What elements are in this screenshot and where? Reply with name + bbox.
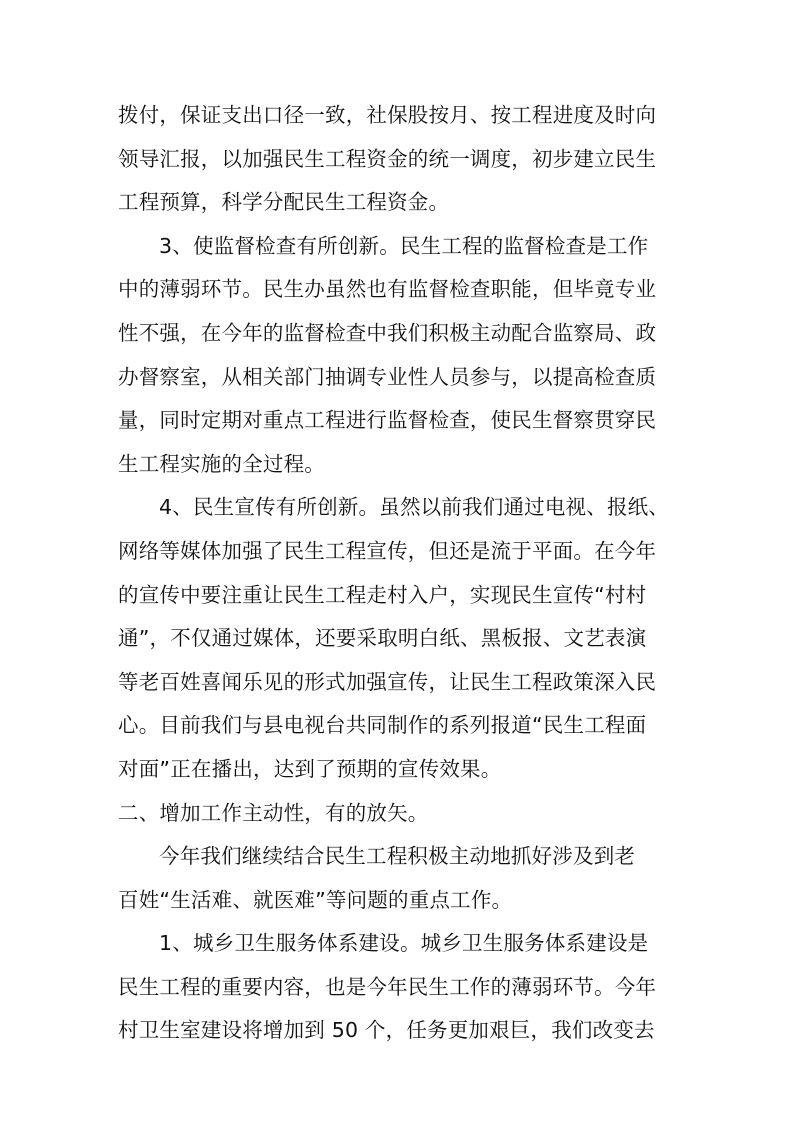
text-line: 心。目前我们与县电视台共同制作的系列报道“民生工程面 [118, 713, 647, 738]
text-line: 百姓“生活难、就医难”等问题的重点工作。 [118, 887, 513, 912]
text-line: 领导汇报，以加强民生工程资金的统一调度，初步建立民生 [118, 146, 657, 171]
text-line: 拨付，保证支出口径一致，社保股按月、按工程进度及时向 [118, 103, 657, 127]
text-line: 网络等媒体加强了民生工程宣传，但还是流于平面。在今年 [118, 538, 657, 563]
text-line: 生工程实施的全过程。 [118, 451, 325, 476]
text-line: 村卫生室建设将增加到 50 个，任务更加艰巨，我们改变去 [118, 1018, 655, 1043]
body-text [118, 94, 688, 1053]
text-line: 通”，不仅通过媒体，还要采取明白纸、黑板报、文艺表演 [118, 626, 647, 651]
text-line: 工程预算，科学分配民生工程资金。 [118, 190, 450, 215]
text-line: 的宣传中要注重让民生工程走村入户，实现民生宣传“村村 [118, 582, 647, 607]
text-line: 二、增加工作主动性，有的放矢。 [118, 800, 429, 825]
text-line: 等老百姓喜闻乐见的形式加强宣传，让民生工程政策深入民 [118, 669, 657, 694]
text-line: 民生工程的重要内容，也是今年民生工作的薄弱环节。今年 [118, 974, 657, 999]
text-line: 中的薄弱环节。民生办虽然也有监督检查职能，但毕竟专业 [118, 277, 657, 302]
text-line: 1、城乡卫生服务体系建设。城乡卫生服务体系建设是 [159, 931, 649, 956]
text-line: 3、使监督检查有所创新。民生工程的监督检查是工作 [159, 233, 649, 258]
text-line: 量，同时定期对重点工程进行监督检查，使民生督察贯穿民 [118, 408, 657, 433]
text-line: 今年我们继续结合民生工程积极主动地抓好涉及到老 [159, 844, 636, 869]
text-line: 对面”正在播出，达到了预期的宣传效果。 [118, 756, 502, 781]
text-line: 4、民生宣传有所创新。虽然以前我们通过电视、报纸、 [159, 495, 670, 520]
text-line: 性不强，在今年的监督检查中我们积极主动配合监察局、政 [118, 320, 657, 345]
text-line: 办督察室，从相关部门抽调专业性人员参与，以提高检查质 [118, 364, 657, 389]
